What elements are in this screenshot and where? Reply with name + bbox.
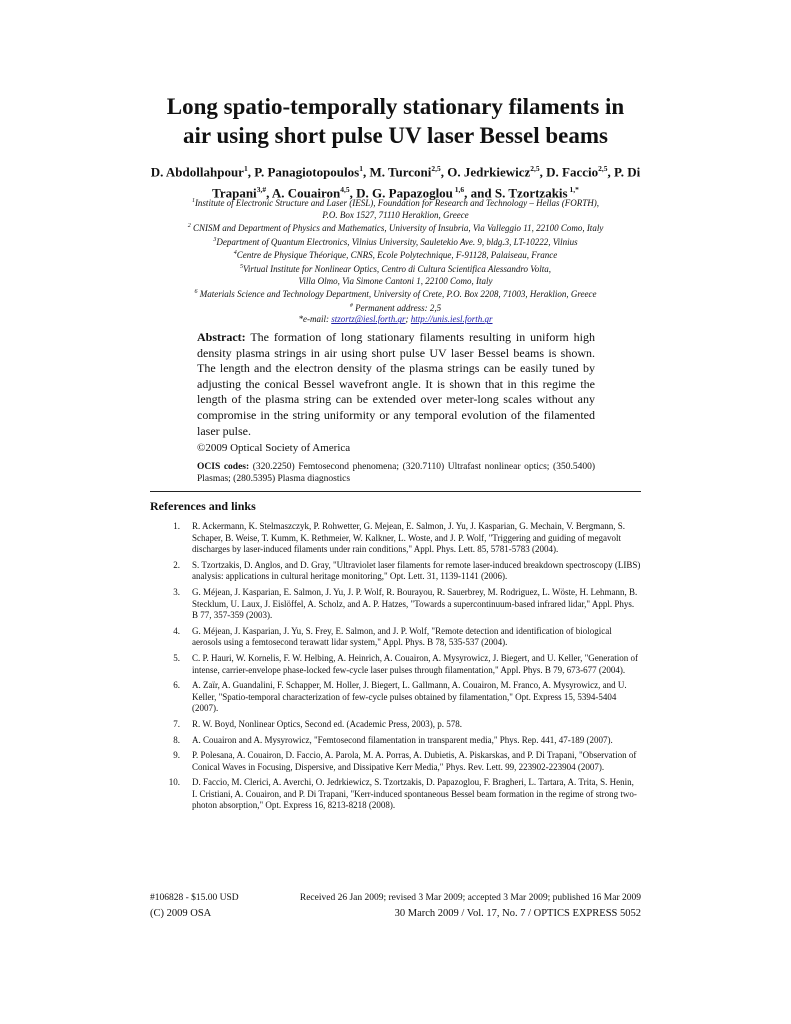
reference-item <box>150 750 641 773</box>
author-name: O. Jedrkiewicz <box>447 164 531 180</box>
website-link[interactable]: http://unis.iesl.forth.gr <box>410 314 493 325</box>
reference-text: R. Ackermann, K. Stelmaszczyk, P. Rohwetter, G. Mejean, E. Salmon, J. Yu, J. Kasparian, G. Mechain, V. Bergmann, S. Schaper, B. Weise, T. Kumm, K. Rethmeier, W. Kalkner, L. Woste, and J. P. Wolf, "Triggering and guiding of megavolt discharges by laser-induced filaments under rain conditions," Appl. Phys. Lett. 85, 5781-5783 (2004). <box>192 521 625 555</box>
reference-text: G. Méjean, J. Kasparian, E. Salmon, J. Yu, J. P. Wolf, R. Bourayou, R. Sauerbrey, M. Rodriguez, L. Wöste, H. Lehmann, B. Stecklum, U. Laux, J. Eislöffel, A. Scholz, and A. P. Hatzes, "Towards a supercontinuum-based infrared lidar," Appl. Phys. B 77, 357-359 (2003). <box>192 586 638 621</box>
affiliation-mark: 4 <box>233 250 237 257</box>
reference-list <box>150 521 641 816</box>
section-divider <box>150 491 641 492</box>
author-separator: , <box>440 164 448 180</box>
author-name: S. Tzortzakis <box>494 185 568 201</box>
footer-received: Received 26 Jan 2009; revised 3 Mar 2009; accepted 3 Mar 2009; published 16 Mar 2009 <box>299 893 641 903</box>
reference-item <box>150 653 641 676</box>
email-line <box>140 314 651 326</box>
reference-text: G. Méjean, J. Kasparian, J. Yu, S. Frey, E. Salmon, and J. P. Wolf, "Remote detection and identification of biological aerosols using a femtosecond terawatt lidar system," Appl. Phys. B 78, 535-537 (2004). <box>192 625 612 648</box>
author-name: D. Faccio <box>546 164 599 180</box>
reference-number: 3. <box>173 586 180 597</box>
reference-number: 2. <box>173 559 180 570</box>
reference-number: 1. <box>173 521 180 531</box>
reference-number: 5. <box>173 652 180 663</box>
author-separator: , <box>607 164 614 180</box>
reference-item <box>150 587 641 622</box>
affiliation-mark: 5 <box>240 263 243 270</box>
footer-doc-id: #106828 - $15.00 USD <box>150 893 239 903</box>
affiliation-text: Centre de Physique Théorique, CNRS, Ecole Polytechnique, F-91128, Palaiseau, France <box>236 250 558 261</box>
author-separator: , <box>539 164 547 180</box>
affiliation-line <box>140 287 651 301</box>
affiliations <box>140 196 651 326</box>
abstract-label: Abstract: <box>197 330 246 344</box>
author-name: D. Abdollahpour <box>150 164 244 180</box>
ocis-text: (320.2250) Femtosecond phenomena; (320.7110) Ultrafast nonlinear optics; (350.5400) Plasmas; (280.5395) Plasma diagnostics <box>197 462 595 484</box>
reference-item <box>150 626 641 649</box>
affiliation-line <box>140 262 651 276</box>
email-separator: ; <box>405 314 411 325</box>
footer-journal: 30 March 2009 / Vol. 17, No. 7 / OPTICS EXPRESS 5052 <box>394 908 641 919</box>
reference-text: D. Faccio, M. Clerici, A. Averchi, O. Jedrkiewicz, S. Tzortzakis, D. Papazoglou, F. Bragheri, L. Tartara, A. Trita, S. Henin, I. Cristiani, A. Couairon, and P. Di Trapani, "Kerr-induced spontaneous Bessel beam formation in the regime of strong two-photon absorption," Opt. Express 16, 8213-8218 (2008). <box>192 777 637 811</box>
reference-number: 9. <box>173 750 180 761</box>
reference-item <box>150 735 641 747</box>
author-affiliation-mark: 1 <box>243 164 248 173</box>
ocis-label: OCIS codes: <box>197 462 250 472</box>
affiliation-line <box>140 276 651 288</box>
reference-text: R. W. Boyd, Nonlinear Optics, Second ed. (Academic Press, 2003), p. 578. <box>192 718 462 729</box>
reference-item <box>150 560 641 583</box>
reference-number: 4. <box>173 625 180 636</box>
author-separator: , <box>349 185 357 201</box>
reference-item <box>150 680 641 715</box>
email-link[interactable]: stzortz@iesl.forth.gr <box>331 314 406 325</box>
affiliation-mark: 2 <box>187 223 191 230</box>
affiliation-text: Villa Olmo, Via Simone Cantoni 1, 22100 Como, Italy <box>298 275 493 286</box>
reference-number: 10. <box>168 777 180 788</box>
reference-text: A. Zaïr, A. Guandalini, F. Schapper, M. Holler, J. Biegert, L. Gallmann, A. Couairon, M. Franco, A. Mysyrowicz, and U. Keller, "Spatio-temporal characterization of few-cycle pulses obtained by filamentation," Opt. Express 15, 5394-5404 (2007). <box>192 680 627 714</box>
reference-text: A. Couairon and A. Mysyrowicz, "Femtosecond filamentation in transparent media," Phys. Rep. 441, 47-189 (2007). <box>192 734 613 745</box>
reference-number: 7. <box>173 718 180 729</box>
paper-title: Long spatio-temporally stationary filaments in air using short pulse UV laser Bessel beams <box>166 94 625 148</box>
affiliation-text: CNISM and Department of Physics and Mathematics, University of Insubria, Via Valleggio 11, 22100 Como, Italy <box>190 223 604 234</box>
footer-copyright: (C) 2009 OSA <box>150 908 212 919</box>
footer-line-1 <box>150 893 641 903</box>
author-affiliation-mark: 3,# <box>256 185 267 195</box>
author-separator: , <box>247 164 255 180</box>
affiliation-text: Materials Science and Technology Department, University of Crete, P.O. Box 2208, 71003, Heraklion, Greece <box>197 289 597 300</box>
author-affiliation-mark: 1,* <box>567 185 579 195</box>
ocis-codes <box>197 461 595 485</box>
affiliation-line <box>140 301 651 315</box>
reference-number: 8. <box>173 734 180 745</box>
author-affiliation-mark: 1 <box>359 164 363 173</box>
reference-item <box>150 777 641 812</box>
reference-text: C. P. Hauri, W. Kornelis, F. W. Helbing, A. Heinrich, A. Couairon, A. Mysyrowicz, J. Biegert, and U. Keller, "Generation of intense, carrier-envelope phase-locked few-cycle laser pulses through filamentation," Appl. Phys. B 79, 673-677 (2004). <box>192 652 639 675</box>
affiliation-mark: 1 <box>191 198 195 204</box>
abstract-text: The formation of long stationary filaments resulting in uniform high density plasma strings in air using short pulse UV laser Bessel beams is shown. The length and the electron density of the plasma strings can be easily tuned by adjusting the conical Bessel wavefront angle. It is shown that in this regime the length of the plasma string can be extended over meter-long scales without any compromise in the string uniformity or any temporal evolution of the filamented laser pulse. <box>197 330 595 438</box>
email-prefix: *e-mail: <box>298 314 332 325</box>
author-separator: , <box>362 164 370 180</box>
author-affiliation-mark: 1,6 <box>452 185 465 195</box>
author-affiliation-mark: 4,5 <box>340 185 350 195</box>
reference-number: 6. <box>173 680 180 691</box>
author-name: D. G. Papazoglou <box>356 185 453 201</box>
affiliation-text: Department of Quantum Electronics, Vilnius University, Sauletekio Ave. 9, bldg.3, LT-10222, Vilnius <box>216 236 578 247</box>
affiliation-text: Permanent address: 2,5 <box>352 302 442 313</box>
author-separator: , <box>266 185 272 201</box>
author-name: P. Di Trapani <box>212 164 641 201</box>
affiliation-line <box>140 196 651 210</box>
affiliation-mark: # <box>349 302 353 309</box>
affiliation-line <box>140 248 651 262</box>
footer-line-2 <box>150 908 641 919</box>
author-separator: , and <box>464 185 495 201</box>
reference-text: P. Polesana, A. Couairon, D. Faccio, A. Parola, M. A. Porras, A. Dubietis, A. Piskarskas, and P. Di Trapani, "Observation of Conical Waves in Focusing, Dispersive, and Dissipative Kerr Media," Phys. Rev. Lett. 99, 223902-223904 (2007). <box>192 750 637 772</box>
affiliation-line <box>140 221 651 235</box>
copyright-notice: ©2009 Optical Society of America <box>197 442 351 454</box>
author-name: A. Couairon <box>271 185 341 201</box>
affiliation-line <box>140 210 651 222</box>
reference-item <box>150 521 641 556</box>
affiliation-mark: 3 <box>213 236 217 243</box>
affiliation-line <box>140 235 651 249</box>
affiliation-text: Virtual Institute for Nonlinear Optics, Centro di Cultura Scientifica Alessandro Volta, <box>243 263 551 274</box>
author-affiliation-mark: 2,5 <box>431 164 441 173</box>
reference-text: S. Tzortzakis, D. Anglos, and D. Gray, "Ultraviolet laser filaments for remote laser-induced breakdown spectroscopy (LIBS) analysis: applications in cultural heritage monitoring," Opt. Lett. 31, 1139-1141 (2006). <box>192 559 641 582</box>
references-heading: References and links <box>150 499 256 513</box>
affiliation-text: Institute of Electronic Structure and Laser (IESL), Foundation for Research and Technology – Hellas (FORTH), <box>194 198 600 208</box>
author-name: M. Turconi <box>369 164 432 180</box>
reference-item <box>150 719 641 731</box>
affiliation-mark: 6 <box>194 289 198 296</box>
abstract <box>197 330 595 439</box>
author-affiliation-mark: 2,5 <box>598 164 608 173</box>
author-affiliation-mark: 2,5 <box>530 164 540 173</box>
author-name: P. Panagiotopoulos <box>254 164 360 180</box>
affiliation-text: P.O. Box 1527, 71110 Heraklion, Greece <box>322 209 469 220</box>
